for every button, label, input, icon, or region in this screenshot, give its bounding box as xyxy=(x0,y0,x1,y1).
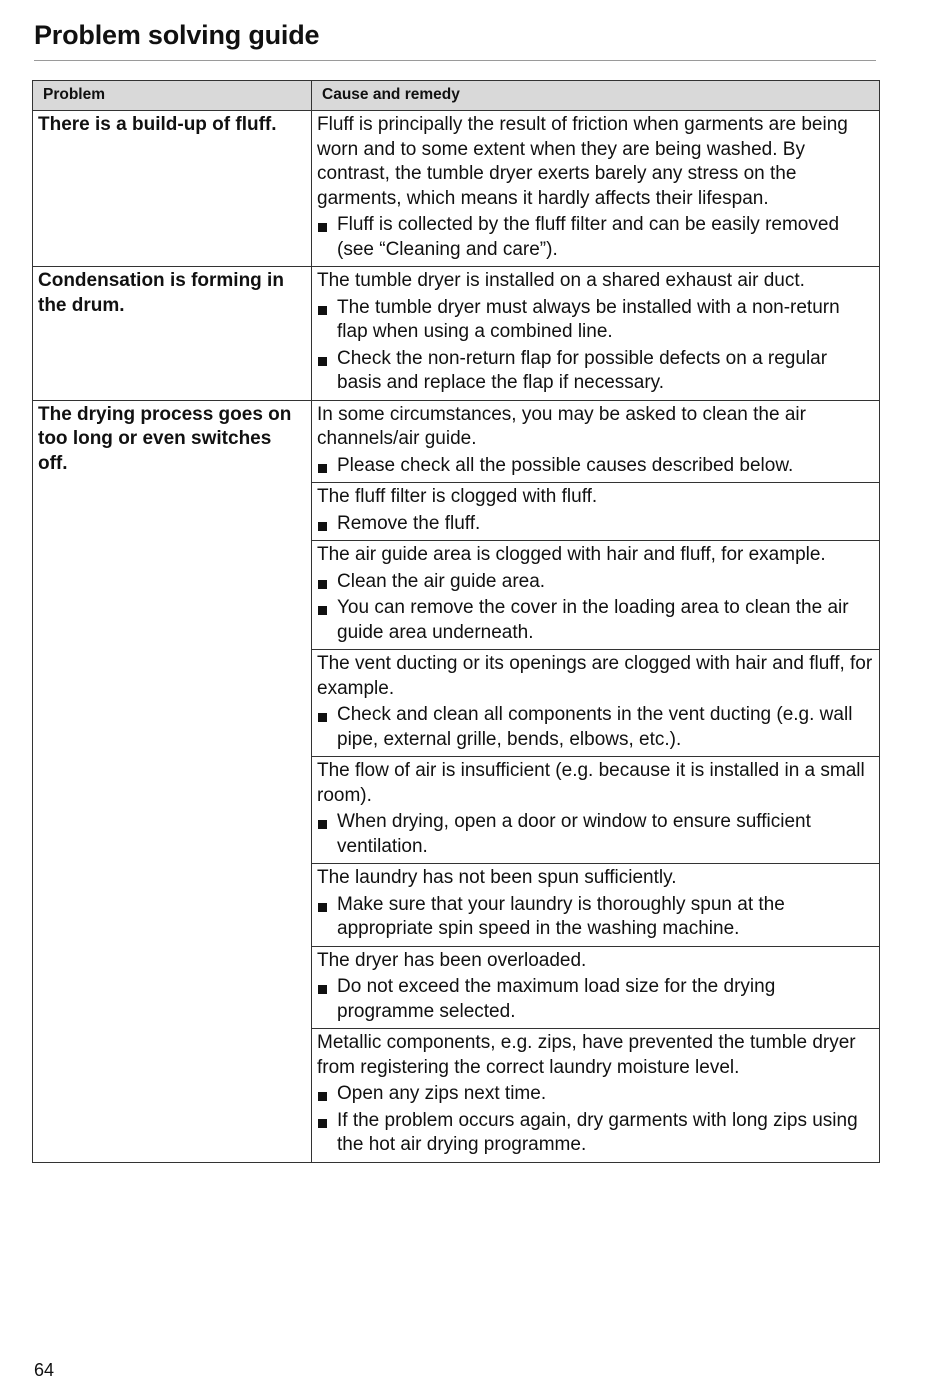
square-bullet-icon xyxy=(318,1092,327,1101)
remedy-text: When drying, open a door or window to ensure sufficient ventilation. xyxy=(337,811,811,857)
remedy-item xyxy=(317,213,873,262)
problem-cell: The drying process goes on too long or even switches off. xyxy=(33,400,312,1162)
cause-cell xyxy=(312,946,880,1029)
square-bullet-icon xyxy=(318,903,327,912)
cause-cell xyxy=(312,541,880,650)
remedy-text: Remove the fluff. xyxy=(337,512,481,534)
remedy-text: Check and clean all components in the vent ducting (e.g. wall pipe, external grille, bends, elbows, etc.). xyxy=(337,704,853,750)
square-bullet-icon xyxy=(318,522,327,531)
square-bullet-icon xyxy=(318,357,327,366)
square-bullet-icon xyxy=(318,464,327,473)
table-header-row xyxy=(33,81,880,111)
square-bullet-icon xyxy=(318,713,327,722)
cause-text: The dryer has been overloaded. xyxy=(317,949,587,971)
remedy-text: You can remove the cover in the loading area to clean the air guide area underneath. xyxy=(337,597,849,643)
cause-cell xyxy=(312,267,880,401)
cause-text: In some circumstances, you may be asked to clean the air channels/air guide. xyxy=(317,403,806,449)
cause-cell xyxy=(312,1029,880,1163)
square-bullet-icon xyxy=(318,306,327,315)
square-bullet-icon xyxy=(318,606,327,615)
remedy-text: Fluff is collected by the fluff filter and can be easily removed (see “Cleaning and care”). xyxy=(337,214,840,260)
remedy-item xyxy=(317,1109,873,1158)
remedy-item xyxy=(317,1082,873,1107)
cause-text: Fluff is principally the result of friction when garments are being worn and to some extent when they are being washed. By contrast, the tumble dryer exerts barely any stress on the garments, which means it hardly affects their lifespan. xyxy=(317,114,848,209)
page-title: Problem solving guide xyxy=(34,20,320,50)
remedy-text: Please check all the possible causes described below. xyxy=(337,454,794,476)
remedy-text: The tumble dryer must always be installed with a non-return flap when using a combined line. xyxy=(337,296,840,342)
square-bullet-icon xyxy=(318,820,327,829)
cause-cell xyxy=(312,400,880,483)
square-bullet-icon xyxy=(318,580,327,589)
cause-cell xyxy=(312,864,880,947)
remedy-item xyxy=(317,893,873,942)
remedy-item xyxy=(317,703,873,752)
table-row xyxy=(33,267,880,401)
remedy-text: If the problem occurs again, dry garments with long zips using the hot air drying programme. xyxy=(337,1109,858,1155)
remedy-item xyxy=(317,596,873,645)
cause-text: Metallic components, e.g. zips, have prevented the tumble dryer from registering the correct laundry moisture level. xyxy=(317,1032,856,1078)
remedy-item xyxy=(317,454,873,479)
remedy-item xyxy=(317,975,873,1024)
remedy-text: Make sure that your laundry is thoroughly spun at the appropriate spin speed in the washing machine. xyxy=(337,893,785,939)
square-bullet-icon xyxy=(318,223,327,232)
problem-cell: There is a build-up of fluff. xyxy=(33,111,312,267)
remedy-text: Open any zips next time. xyxy=(337,1083,547,1104)
remedy-item xyxy=(317,347,873,396)
cause-cell xyxy=(312,483,880,541)
cause-cell xyxy=(312,757,880,864)
square-bullet-icon xyxy=(318,985,327,994)
square-bullet-icon xyxy=(318,1119,327,1128)
cause-cell xyxy=(312,650,880,757)
page-number: 64 xyxy=(34,1360,55,1380)
table-body xyxy=(33,111,880,1163)
cause-text: The vent ducting or its openings are clogged with hair and fluff, for example. xyxy=(317,653,873,699)
header-problem: Problem xyxy=(33,81,312,111)
cause-text: The flow of air is insufficient (e.g. because it is installed in a small room). xyxy=(317,760,865,806)
remedy-text: Clean the air guide area. xyxy=(337,570,546,592)
cause-cell xyxy=(312,111,880,267)
header-cause: Cause and remedy xyxy=(312,81,880,111)
cause-text: The air guide area is clogged with hair and fluff, for example. xyxy=(317,544,826,565)
remedy-item xyxy=(317,296,873,345)
cause-text: The laundry has not been spun sufficiently. xyxy=(317,867,677,888)
problem-cell: Condensation is forming in the drum. xyxy=(33,267,312,401)
cause-text: The fluff filter is clogged with fluff. xyxy=(317,486,598,507)
remedy-item xyxy=(317,570,873,595)
cause-text: The tumble dryer is installed on a shared exhaust air duct. xyxy=(317,270,805,291)
problem-table xyxy=(32,80,880,1163)
remedy-item xyxy=(317,810,873,859)
remedy-text: Do not exceed the maximum load size for the drying programme selected. xyxy=(337,976,776,1022)
table-row xyxy=(33,111,880,267)
remedy-item xyxy=(317,512,873,537)
table-row xyxy=(33,400,880,483)
title-divider xyxy=(34,60,876,61)
remedy-text: Check the non-return flap for possible defects on a regular basis and replace the flap if necessary. xyxy=(337,347,828,393)
